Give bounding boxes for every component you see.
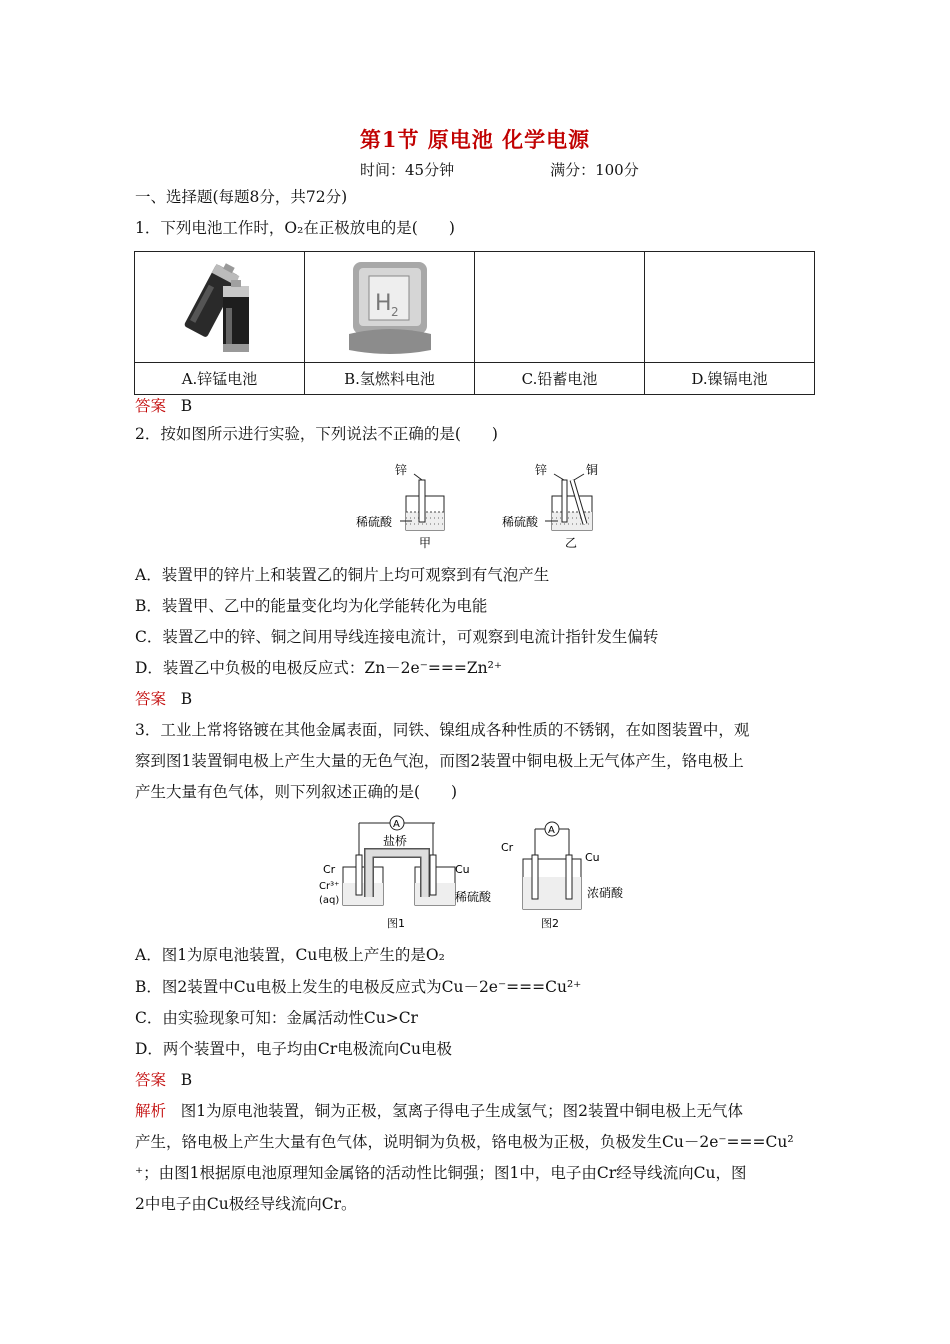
page-title: 第1节 原电池 化学电源 bbox=[359, 127, 591, 152]
q1-image-cell-d bbox=[645, 252, 815, 363]
zinc-manganese-battery-icon bbox=[165, 258, 275, 358]
q3-cr-label-1: Cr bbox=[323, 863, 336, 876]
q3-cu-label-2: Cu bbox=[585, 851, 600, 864]
exam-meta bbox=[360, 159, 639, 180]
q2-answer-label: 答案 bbox=[135, 690, 167, 708]
q1-option-a: A.锌锰电池 bbox=[135, 363, 305, 395]
q1-option-d: D.镍镉电池 bbox=[645, 363, 815, 395]
q3-answer-label: 答案 bbox=[135, 1071, 167, 1089]
section-heading: 一、选择题(每题8分，共72分) bbox=[135, 188, 348, 206]
q3-answer-line bbox=[135, 1070, 192, 1090]
q2-figure bbox=[340, 458, 640, 553]
q1-option-b: B.氢燃料电池 bbox=[305, 363, 475, 395]
q2-label-yi: 乙 bbox=[565, 536, 578, 550]
q2-option-d: D．装置乙中负极的电极反应式：Zn－2e⁻===Zn²⁺ bbox=[135, 659, 503, 677]
q1-option-c: C.铅蓄电池 bbox=[475, 363, 645, 395]
q3-ammeter-1: A bbox=[393, 819, 400, 830]
q3-ammeter-2: A bbox=[548, 825, 555, 836]
q2-copper-label-yi: 铜 bbox=[586, 463, 599, 477]
q1-image-cell-a bbox=[135, 252, 305, 363]
q2-acid-label-jia: 稀硫酸 bbox=[356, 515, 393, 529]
svg-text:2: 2 bbox=[390, 305, 399, 319]
full-score: 满分：100分 bbox=[550, 161, 639, 179]
q2-option-b: B．装置甲、乙中的能量变化均为化学能转化为电能 bbox=[135, 597, 488, 615]
q3-option-c: C．由实验现象可知：金属活动性Cu>Cr bbox=[135, 1009, 418, 1027]
q3-stem-line-1: 3．工业上常将铬镀在其他金属表面，同铁、镍组成各种性质的不锈钢，在如图装置中，观 bbox=[135, 721, 750, 739]
q3-conc-acid-label: 浓硝酸 bbox=[587, 886, 624, 900]
q2-label-jia: 甲 bbox=[419, 536, 432, 550]
q1-image-cell-c bbox=[475, 252, 645, 363]
q2-answer: B bbox=[180, 690, 193, 708]
q1-answer-line bbox=[135, 396, 192, 416]
q1-image-cell-b bbox=[305, 252, 475, 363]
q3-option-b: B．图2装置中Cu电极上发生的电极反应式为Cu－2e⁻===Cu²⁺ bbox=[135, 978, 582, 996]
q3-analysis-label: 解析 bbox=[135, 1102, 167, 1120]
q1-answer: B bbox=[180, 397, 193, 415]
q2-answer-line bbox=[135, 689, 192, 709]
q3-cr-label-2: Cr bbox=[501, 841, 514, 854]
q1-options-table bbox=[134, 251, 815, 395]
q3-analysis-line-1 bbox=[135, 1101, 743, 1121]
q1-answer-label: 答案 bbox=[135, 397, 167, 415]
svg-text:H: H bbox=[374, 291, 392, 316]
q3-dilute-acid-label: 稀硫酸 bbox=[455, 890, 492, 904]
q3-analysis-line-4: 2中电子由Cu极经导线流向Cr。 bbox=[135, 1195, 357, 1213]
q3-stem-line-2: 察到图1装置铜电极上产生大量的无色气泡，而图2装置中铜电极上无气体产生，铬电极上 bbox=[135, 752, 744, 770]
q2-acid-label-yi: 稀硫酸 bbox=[502, 515, 539, 529]
q3-analysis-line-3: ⁺；由图1根据原电池原理知金属铬的活动性比铜强；图1中，电子由Cr经导线流向Cu，图 bbox=[135, 1164, 747, 1182]
q3-aq-label: (aq) bbox=[319, 895, 340, 906]
q3-stem-line-3: 产生大量有色气体，则下列叙述正确的是( ) bbox=[135, 783, 458, 801]
q3-cu-label-1: Cu bbox=[455, 863, 470, 876]
q3-answer: B bbox=[180, 1071, 193, 1089]
q3-salt-bridge-label: 盐桥 bbox=[383, 834, 408, 848]
q2-option-c: C．装置乙中的锌、铜之间用导线连接电流计，可观察到电流计指针发生偏转 bbox=[135, 628, 659, 646]
q3-fig2-caption: 图2 bbox=[541, 917, 559, 930]
q3-cr-ion-label: Cr³⁺ bbox=[319, 881, 340, 892]
q3-fig1-caption: 图1 bbox=[387, 917, 405, 930]
q2-option-a: A．装置甲的锌片上和装置乙的铜片上均可观察到有气泡产生 bbox=[135, 566, 550, 584]
q2-zinc-label-yi: 锌 bbox=[535, 463, 548, 477]
hydrogen-fuel-cell-icon bbox=[345, 258, 435, 358]
q1-stem: 1．下列电池工作时，O₂在正极放电的是( ) bbox=[135, 219, 455, 237]
q2-stem: 2．按如图所示进行实验，下列说法不正确的是( ) bbox=[135, 425, 498, 443]
q2-zinc-label-jia: 锌 bbox=[395, 463, 408, 477]
q3-option-a: A．图1为原电池装置，Cu电极上产生的是O₂ bbox=[135, 946, 445, 964]
q3-analysis-text-1: 图1为原电池装置，铜为正极，氢离子得电子生成氢气；图2装置中铜电极上无气体 bbox=[180, 1102, 744, 1120]
q3-analysis-line-2: 产生，铬电极上产生大量有色气体，说明铜为负极，铬电极为正极，负极发生Cu－2e⁻===Cu² bbox=[135, 1133, 794, 1151]
q3-figure bbox=[315, 815, 655, 935]
time-limit: 时间：45分钟 bbox=[360, 161, 455, 179]
q3-option-d: D．两个装置中，电子均由Cr电极流向Cu电极 bbox=[135, 1040, 453, 1058]
